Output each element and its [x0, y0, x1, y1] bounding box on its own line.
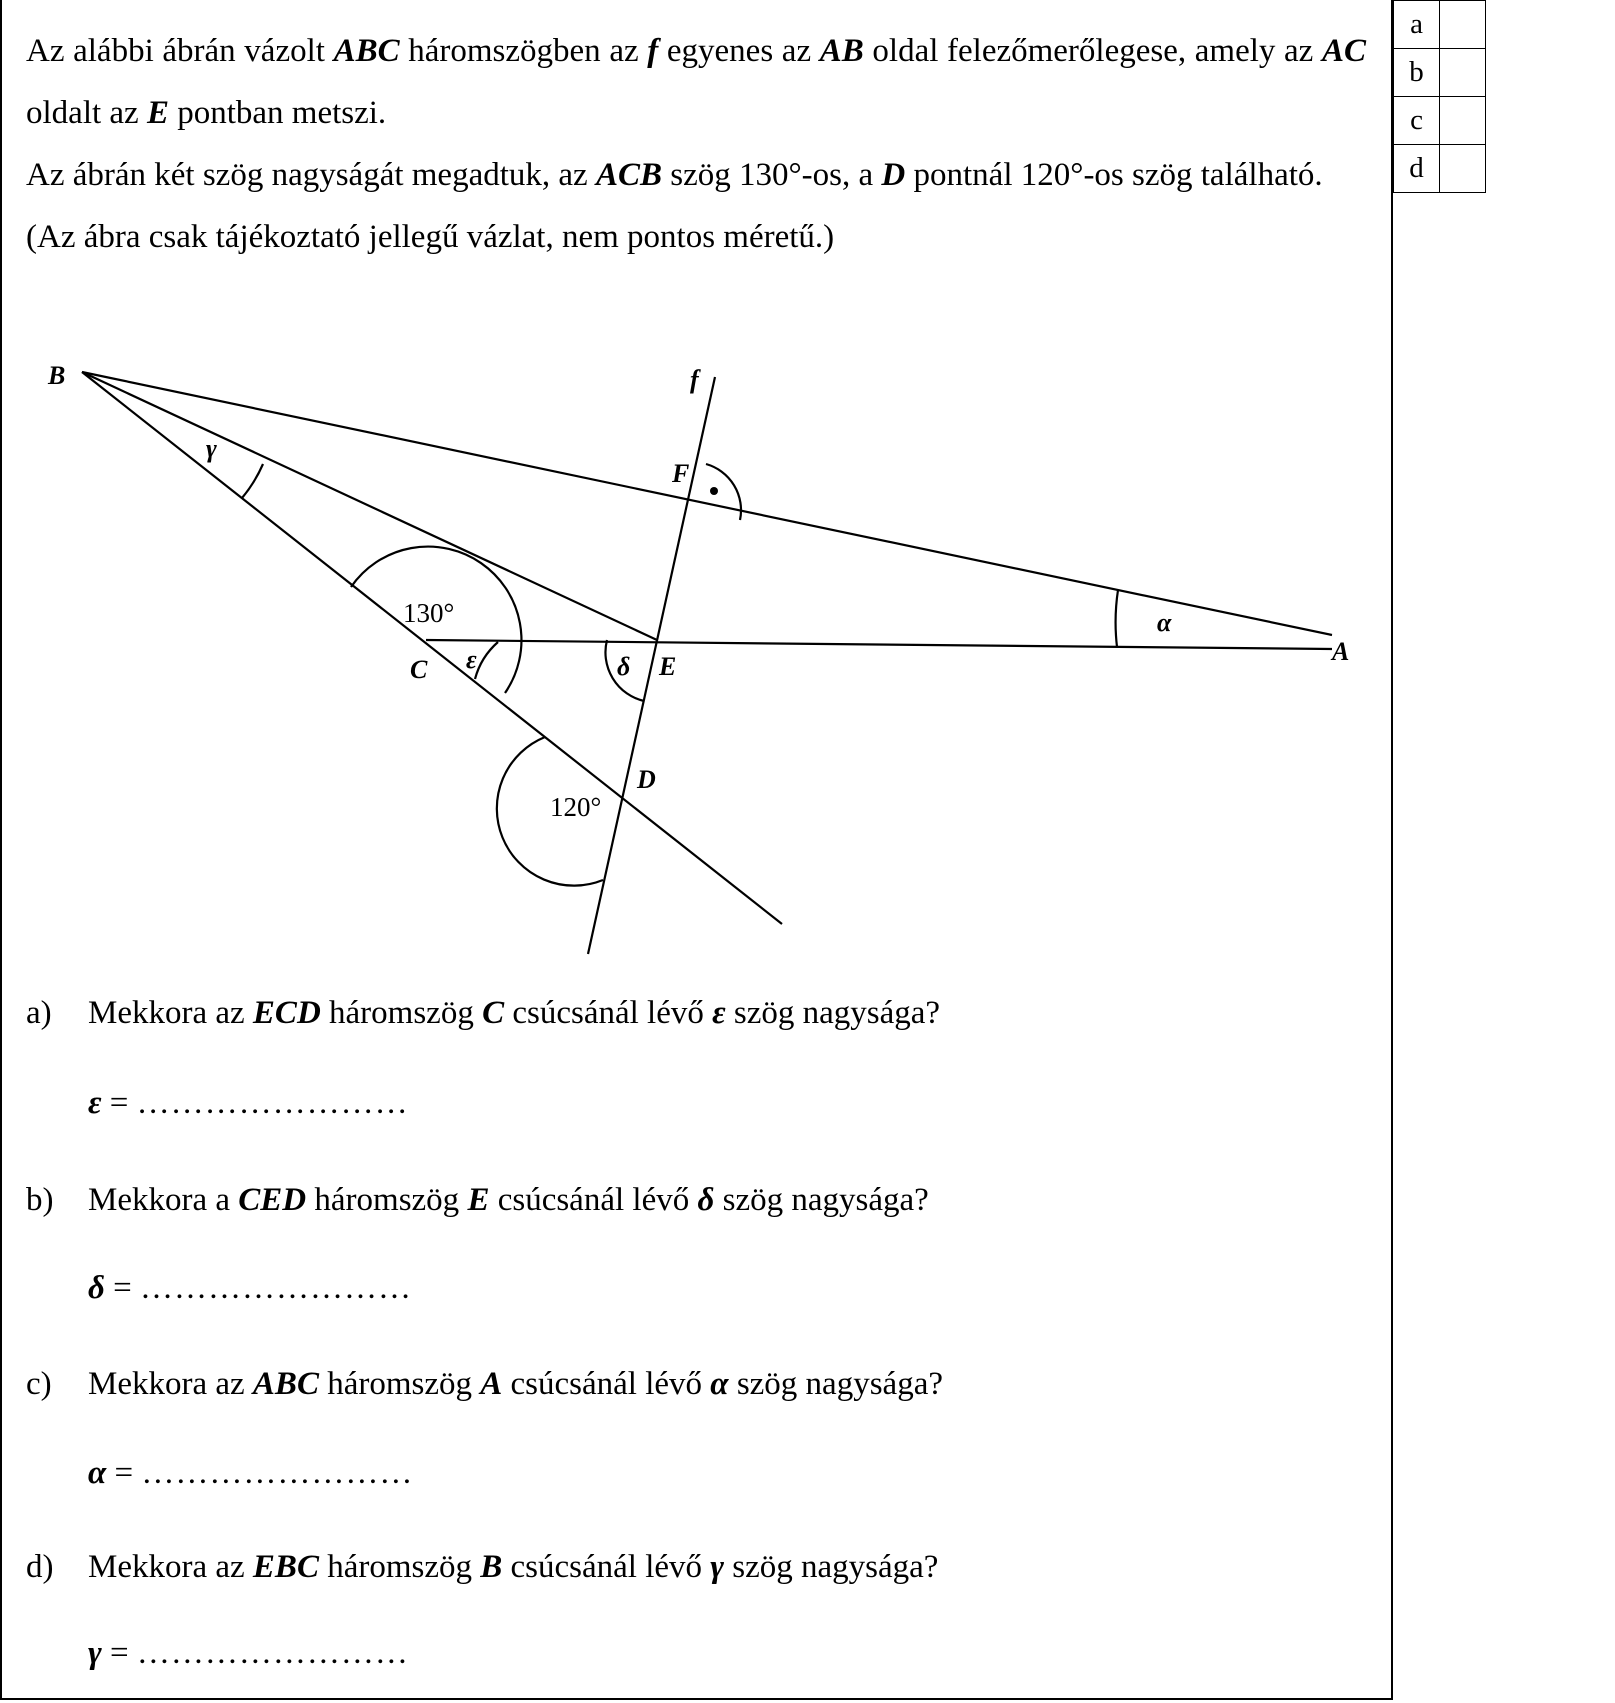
answer-line-d[interactable]: γ = …………………… [88, 1635, 409, 1671]
score-row-b [1394, 49, 1486, 97]
intro-paragraph-2: Az ábrán két szög nagyságát megadtuk, az ACB szög 130°-os, a D pontnál 120°-os szög található. [26, 157, 1323, 193]
score-label: d [1394, 145, 1440, 193]
angle-label-gamma: γ [206, 434, 217, 463]
angle-arc-gamma [242, 464, 263, 498]
task-intro [26, 20, 1366, 268]
score-box[interactable] [1440, 49, 1486, 97]
point-label-d: D [637, 765, 656, 794]
right-angle-dot [710, 487, 718, 495]
score-box[interactable] [1440, 97, 1486, 145]
point-label-a: A [1332, 637, 1350, 666]
answer-line-a[interactable]: ε = …………………… [88, 1085, 409, 1121]
point-label-f: F [672, 459, 690, 488]
score-table [1393, 0, 1486, 193]
point-label-e: E [659, 652, 677, 681]
point-label-c: C [410, 655, 428, 684]
angle-label-alpha: α [1157, 608, 1172, 637]
answer-line-b[interactable]: δ = …………………… [88, 1270, 413, 1306]
angle-label-epsilon: ε [466, 645, 477, 674]
intro-note: (Az ábra csak tájékoztató jellegű vázlat, nem pontos méretű.) [26, 219, 835, 255]
question-b: b) Mekkora a CED háromszög E csúcsánál lévő δ szög nagysága? [26, 1182, 929, 1218]
line-label-f: f [690, 365, 699, 394]
point-label-b: B [48, 361, 66, 390]
angle-arc-epsilon [475, 642, 498, 679]
score-row-c [1394, 97, 1486, 145]
angle-label-130: 130° [403, 598, 455, 628]
score-label: c [1394, 97, 1440, 145]
intro-paragraph-1: Az alábbi ábrán vázolt ABC háromszögben az f egyenes az AB oldal felezőmerőlegese, amely az AC oldalt az E pontban metszi. [26, 33, 1366, 131]
score-row-d [1394, 145, 1486, 193]
angle-label-120: 120° [550, 792, 602, 822]
score-label: b [1394, 49, 1440, 97]
score-box[interactable] [1440, 1, 1486, 49]
score-label: a [1394, 1, 1440, 49]
angle-arc-alpha [1116, 590, 1118, 647]
score-box[interactable] [1440, 145, 1486, 193]
score-row-a [1394, 1, 1486, 49]
question-c: c) Mekkora az ABC háromszög A csúcsánál lévő α szög nagysága? [26, 1366, 943, 1402]
question-d: d) Mekkora az EBC háromszög B csúcsánál lévő γ szög nagysága? [26, 1549, 939, 1585]
segment-ca [426, 640, 1332, 649]
segment-bc-extended [82, 372, 782, 924]
triangle-figure [40, 350, 1350, 960]
angle-label-delta: δ [617, 652, 631, 681]
question-a: a) Mekkora az ECD háromszög C csúcsánál lévő ε szög nagysága? [26, 995, 941, 1031]
answer-line-c[interactable]: α = …………………… [88, 1455, 414, 1491]
